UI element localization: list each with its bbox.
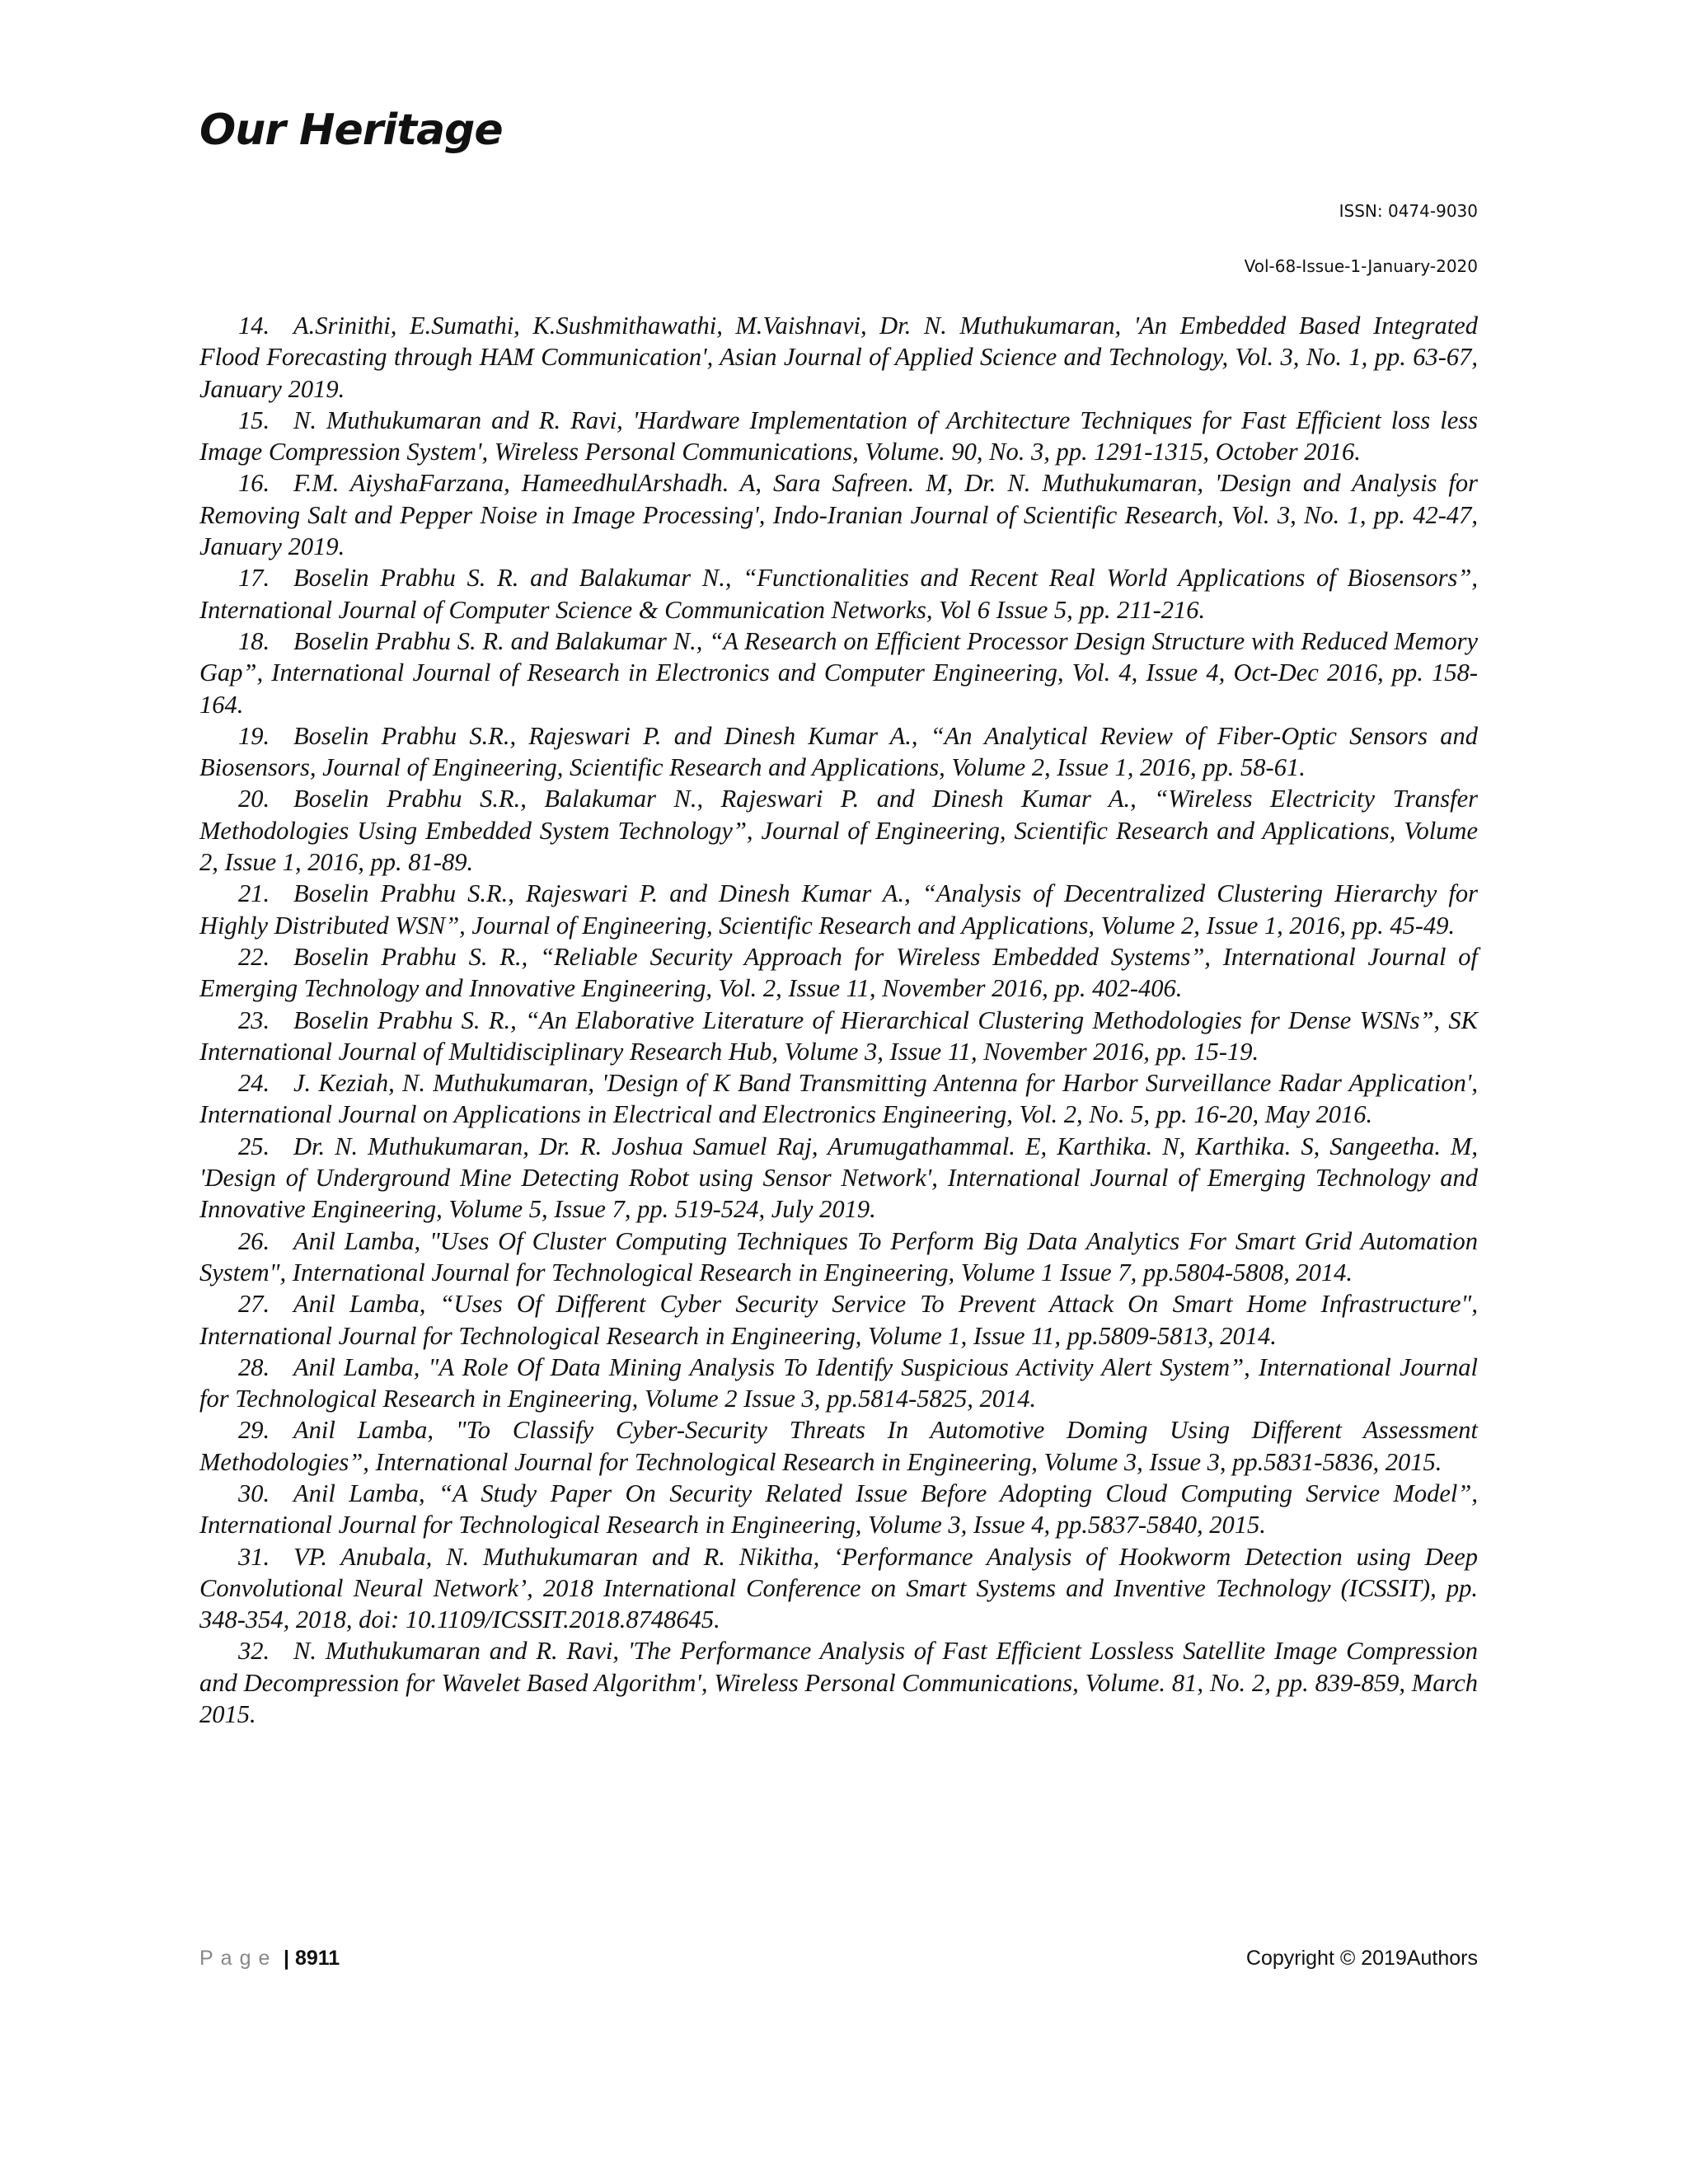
reference-text: Dr. N. Muthukumaran, Dr. R. Joshua Samuel Raj, Arumugathammal. E, Karthika. N, Karthika. S, Sangeetha. M, 'Design of Underground Mine Detecting Robot using Sensor Network', International Journal of Emerging Technology and Innovative Engineering, Volume 5, Issue 7, pp. 519-524, July 2019.	[199, 1132, 1478, 1224]
reference-item	[199, 1131, 1478, 1226]
reference-item	[199, 1414, 1478, 1478]
reference-text: Anil Lamba, “A Study Paper On Security Related Issue Before Adopting Cloud Computing Service Model”, International Journal for Technological Research in Engineering, Volume 3, Issue 4, pp.5837-5840, 2015.	[199, 1479, 1478, 1540]
reference-text: Boselin Prabhu S. R. and Balakumar N., “A Research on Efficient Processor Design Structure with Reduced Memory Gap”, International Journal of Research in Electronics and Computer Engineering, Vol. 4, Issue 4, Oct-Dec 2016, pp. 158-164.	[199, 626, 1478, 719]
reference-list	[199, 310, 1478, 1730]
reference-text: Boselin Prabhu S. R., “Reliable Security Approach for Wireless Embedded Systems”, International Journal of Emerging Technology and Innovative Engineering, Vol. 2, Issue 11, November 2016, pp. 402-406.	[199, 942, 1478, 1003]
reference-number: 20.	[238, 785, 270, 813]
reference-item	[199, 1067, 1478, 1131]
reference-text: N. Muthukumaran and R. Ravi, 'Hardware Implementation of Architecture Techniques for Fast Efficient loss less Image Compression System', Wireless Personal Communications, Volume. 90, No. 3, pp. 1291-1315, October 2016.	[199, 405, 1478, 466]
reference-text: F.M. AiyshaFarzana, HameedhulArshadh. A, Sara Safreen. M, Dr. N. Muthukumaran, 'Design and Analysis for Removing Salt and Pepper Noise in Image Processing', Indo-Iranian Journal of Scientific Research, Vol. 3, No. 1, pp. 42-47, January 2019.	[199, 469, 1478, 561]
volume-issue-label: Vol-68-Issue-1-January-2020	[1244, 256, 1478, 276]
reference-item	[199, 1005, 1478, 1068]
reference-item	[199, 310, 1478, 405]
reference-item	[199, 626, 1478, 720]
reference-text: Anil Lamba, “Uses Of Different Cyber Security Service To Prevent Attack On Smart Home Infrastructure", International Journal for Technological Research in Engineering, Volume 1, Issue 11, pp.5809-5813, 2014.	[199, 1290, 1478, 1350]
reference-item	[199, 941, 1478, 1005]
reference-number: 32.	[238, 1637, 270, 1666]
reference-item	[199, 720, 1478, 784]
reference-number: 31.	[238, 1542, 270, 1571]
reference-text: Boselin Prabhu S.R., Balakumar N., Rajeswari P. and Dinesh Kumar A., “Wireless Electricity Transfer Methodologies Using Embedded System Technology”, Journal of Engineering, Scientific Research and Applications, Volume 2, Issue 1, 2016, pp. 81-89.	[199, 785, 1478, 877]
reference-item	[199, 562, 1478, 626]
page-footer	[199, 1947, 1478, 1971]
reference-number: 22.	[238, 942, 270, 971]
reference-number: 29.	[238, 1416, 270, 1445]
reference-number: 25.	[238, 1132, 270, 1160]
reference-number: 30.	[238, 1479, 270, 1507]
reference-text: VP. Anubala, N. Muthukumaran and R. Nikitha, ‘Performance Analysis of Hookworm Detection using Deep Convolutional Neural Network’, 2018 International Conference on Smart Systems and Inventive Technology (ICSSIT), pp. 348-354, 2018, doi: 10.1109/ICSSIT.2018.8748645.	[199, 1542, 1478, 1634]
reference-text: Boselin Prabhu S.R., Rajeswari P. and Dinesh Kumar A., “Analysis of Decentralized Clustering Hierarchy for Highly Distributed WSN”, Journal of Engineering, Scientific Research and Applications, Volume 2, Issue 1, 2016, pp. 45-49.	[199, 879, 1478, 940]
reference-number: 24.	[238, 1069, 270, 1098]
reference-text: Anil Lamba, "To Classify Cyber-Security Threats In Automotive Doming Using Different Assessment Methodologies”, International Journal for Technological Research in Engineering, Volume 3, Issue 3, pp.5831-5836, 2015.	[199, 1416, 1478, 1476]
reference-item	[199, 1288, 1478, 1352]
reference-text: N. Muthukumaran and R. Ravi, 'The Performance Analysis of Fast Efficient Lossless Satellite Image Compression and Decompression for Wavelet Based Algorithm', Wireless Personal Communications, Volume. 81, No. 2, pp. 839-859, March 2015.	[199, 1637, 1478, 1729]
reference-number: 14.	[238, 312, 270, 340]
reference-text: Anil Lamba, "Uses Of Cluster Computing Techniques To Perform Big Data Analytics For Smart Grid Automation System", International Journal for Technological Research in Engineering, Volume 1 Issue 7, pp.5804-5808, 2014.	[199, 1226, 1478, 1286]
page-label: Page	[199, 1947, 278, 1970]
reference-item	[199, 405, 1478, 468]
issn-label: ISSN: 0474-9030	[1339, 201, 1478, 221]
reference-text: Boselin Prabhu S. R., “An Elaborative Literature of Hierarchical Clustering Methodologies for Dense WSNs”, SK International Journal of Multidisciplinary Research Hub, Volume 3, Issue 11, November 2016, pp. 15-19.	[199, 1005, 1478, 1066]
reference-item	[199, 1226, 1478, 1289]
reference-number: 27.	[238, 1290, 270, 1319]
reference-text: Boselin Prabhu S. R. and Balakumar N., “Functionalities and Recent Real World Applications of Biosensors”, International Journal of Computer Science & Communication Networks, Vol 6 Issue 5, pp. 211-216.	[199, 564, 1478, 624]
reference-number: 26.	[238, 1226, 270, 1255]
reference-item	[199, 1478, 1478, 1541]
reference-number: 23.	[238, 1005, 270, 1034]
reference-number: 21.	[238, 879, 270, 908]
reference-item	[199, 1541, 1478, 1636]
reference-item	[199, 783, 1478, 878]
page-number: | 8911	[284, 1947, 340, 1970]
reference-text: J. Keziah, N. Muthukumaran, 'Design of K Band Transmitting Antenna for Harbor Surveillance Radar Application', International Journal on Applications in Electrical and Electronics Engineering, Vol. 2, No. 5, pp. 16-20, May 2016.	[199, 1069, 1478, 1129]
reference-text: Anil Lamba, "A Role Of Data Mining Analysis To Identify Suspicious Activity Alert System”, International Journal for Technological Research in Engineering, Volume 2 Issue 3, pp.5814-5825, 2014.	[199, 1352, 1478, 1413]
reference-number: 28.	[238, 1352, 270, 1381]
journal-title: Our Heritage	[199, 105, 503, 155]
reference-number: 18.	[238, 626, 270, 655]
reference-number: 19.	[238, 721, 270, 750]
reference-item	[199, 878, 1478, 941]
reference-text: Boselin Prabhu S.R., Rajeswari P. and Dinesh Kumar A., “An Analytical Review of Fiber-Optic Sensors and Biosensors, Journal of Engineering, Scientific Research and Applications, Volume 2, Issue 1, 2016, pp. 58-61.	[199, 721, 1478, 782]
copyright-notice: Copyright © 2019Authors	[1245, 1947, 1478, 1970]
reference-text: A.Srinithi, E.Sumathi, K.Sushmithawathi, M.Vaishnavi, Dr. N. Muthukumaran, 'An Embedded Based Integrated Flood Forecasting through HAM Communication', Asian Journal of Applied Science and Technology, Vol. 3, No. 1, pp. 63-67, January 2019.	[199, 312, 1478, 403]
reference-item	[199, 1635, 1478, 1730]
reference-number: 15.	[238, 405, 270, 434]
reference-number: 16.	[238, 469, 270, 498]
reference-item	[199, 1352, 1478, 1415]
reference-item	[199, 467, 1478, 562]
reference-number: 17.	[238, 564, 270, 593]
